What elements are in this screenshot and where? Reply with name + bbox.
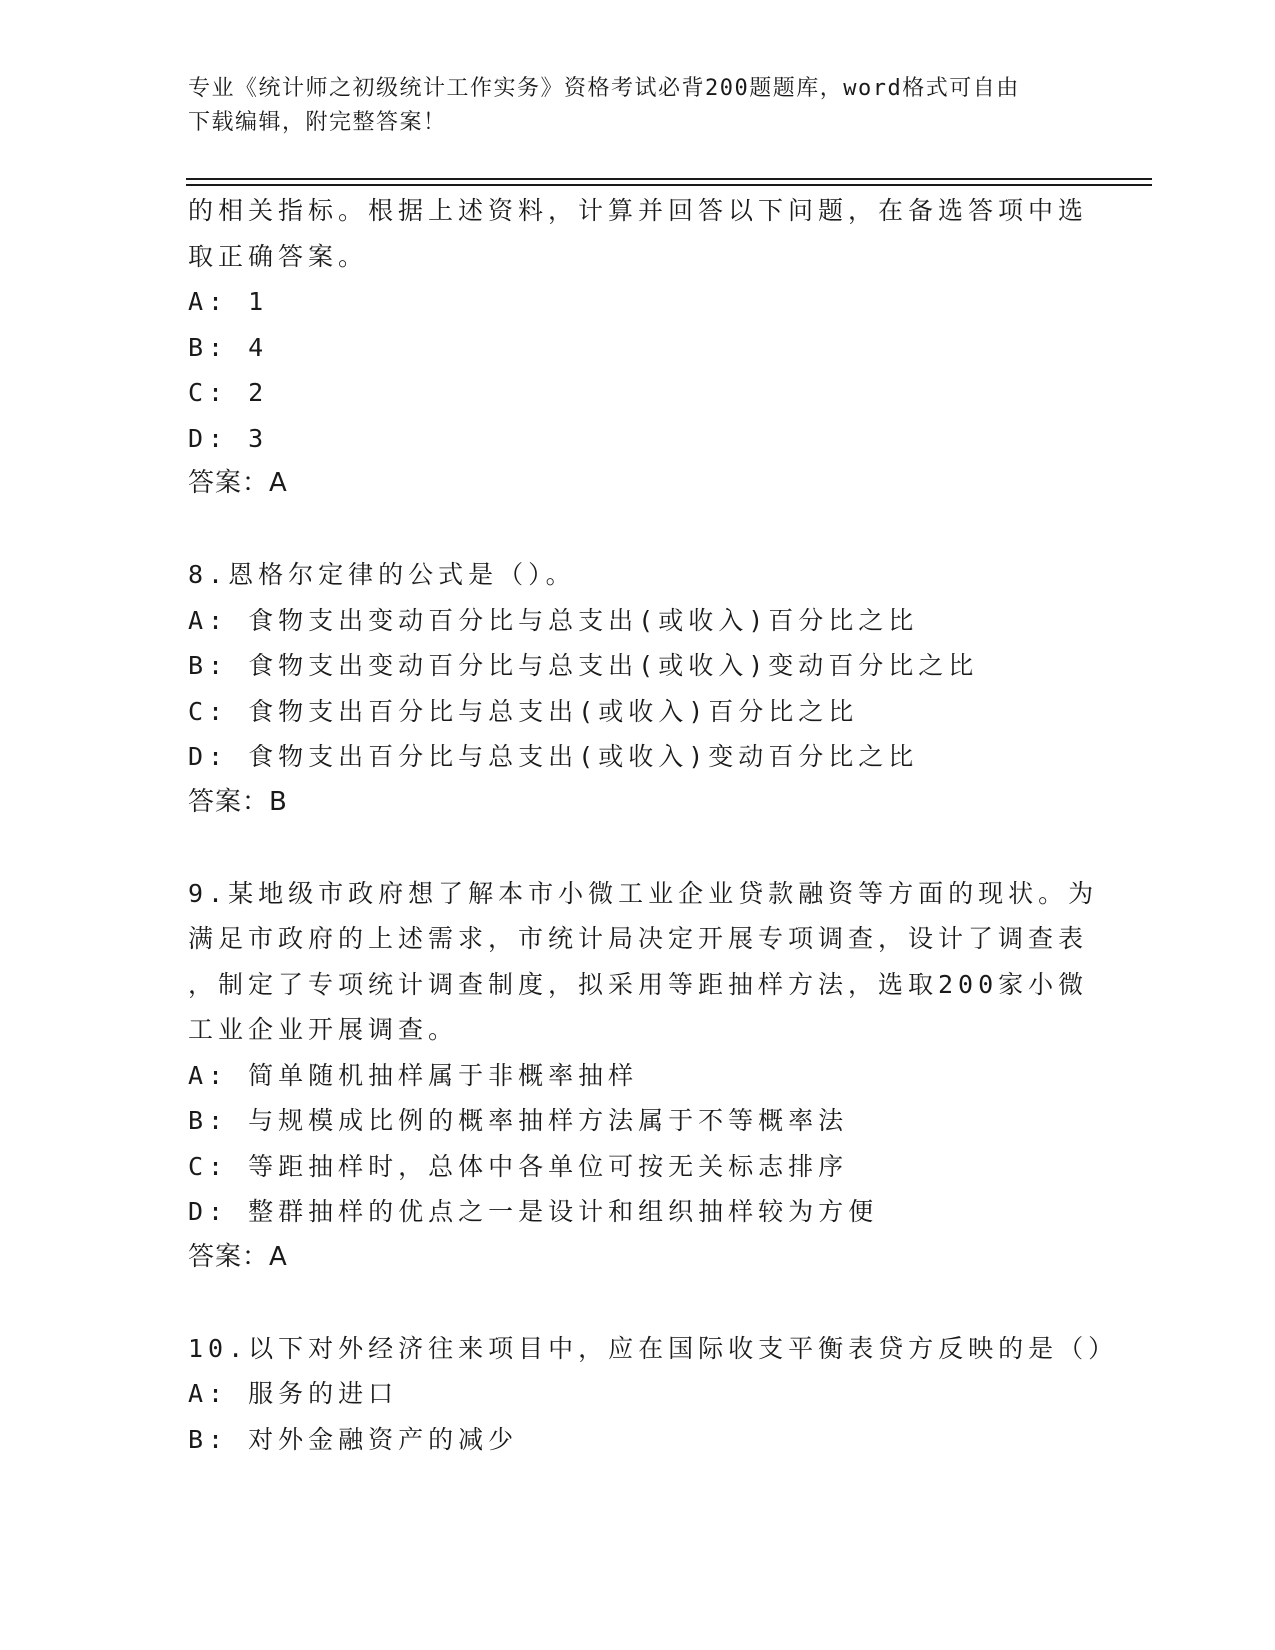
option-c: C: 2	[188, 378, 269, 407]
question-stem-line: 满足市政府的上述需求，市统计局决定开展专项调查，设计了调查表	[188, 924, 1089, 953]
question-spacer	[188, 825, 1108, 871]
question-stem-line: 8.恩格尔定律的公式是（）。	[188, 560, 576, 589]
question-10	[188, 1326, 1119, 1463]
option-a: A: 1	[188, 287, 269, 316]
answer-label: 答案：A	[188, 468, 288, 498]
question-stem-line: ，制定了专项统计调查制度，拟采用等距抽样方法，选取200家小微	[188, 969, 1089, 999]
question-stem-line: 工业企业开展调查。	[188, 1015, 459, 1044]
question-7	[188, 188, 1108, 507]
question-stem-line: 10.以下对外经济往来项目中，应在国际收支平衡表贷方反映的是（）	[188, 1333, 1119, 1363]
option-b: B: 食物支出变动百分比与总支出(或收入)变动百分比之比	[188, 651, 979, 680]
option-d: D: 整群抽样的优点之一是设计和组织抽样较为方便	[188, 1197, 879, 1226]
option-b: B: 对外金融资产的减少	[188, 1424, 519, 1454]
option-d: D: 食物支出百分比与总支出(或收入)变动百分比之比	[188, 742, 919, 771]
option-c: C: 等距抽样时，总体中各单位可按无关标志排序	[188, 1151, 849, 1181]
question-stem-line: 9.某地级市政府想了解本市小微工业企业贷款融资等方面的现状。为	[188, 878, 1099, 908]
header-line-1: 专业《统计师之初级统计工作实务》资格考试必背200题题库，word格式可自由	[188, 76, 1020, 101]
option-c: C: 食物支出百分比与总支出(或收入)百分比之比	[188, 696, 859, 726]
option-d: D: 3	[188, 423, 269, 453]
question-stem-line: 取正确答案。	[188, 241, 369, 271]
option-a: A: 简单随机抽样属于非概率抽样	[188, 1060, 639, 1090]
header-rule-top	[186, 178, 1152, 180]
question-stem-line: 的相关指标。根据上述资料，计算并回答以下问题，在备选答项中选	[188, 196, 1089, 225]
question-spacer	[188, 507, 1108, 553]
option-a: A: 食物支出变动百分比与总支出(或收入)百分比之比	[188, 605, 919, 635]
answer-label: 答案：A	[188, 1241, 288, 1272]
option-b: B: 与规模成比例的概率抽样方法属于不等概率法	[188, 1106, 849, 1135]
option-a: A: 服务的进口	[188, 1379, 399, 1408]
header-line-2: 下载编辑，附完整答案！	[188, 110, 447, 135]
question-spacer	[188, 1280, 1108, 1326]
document-body	[188, 188, 1119, 1462]
question-9	[188, 871, 1108, 1281]
option-b: B: 4	[188, 332, 269, 362]
document-header	[188, 72, 1068, 140]
answer-label: 答案：B	[188, 786, 288, 817]
header-rule-bottom	[186, 184, 1152, 186]
question-8	[188, 552, 1108, 825]
